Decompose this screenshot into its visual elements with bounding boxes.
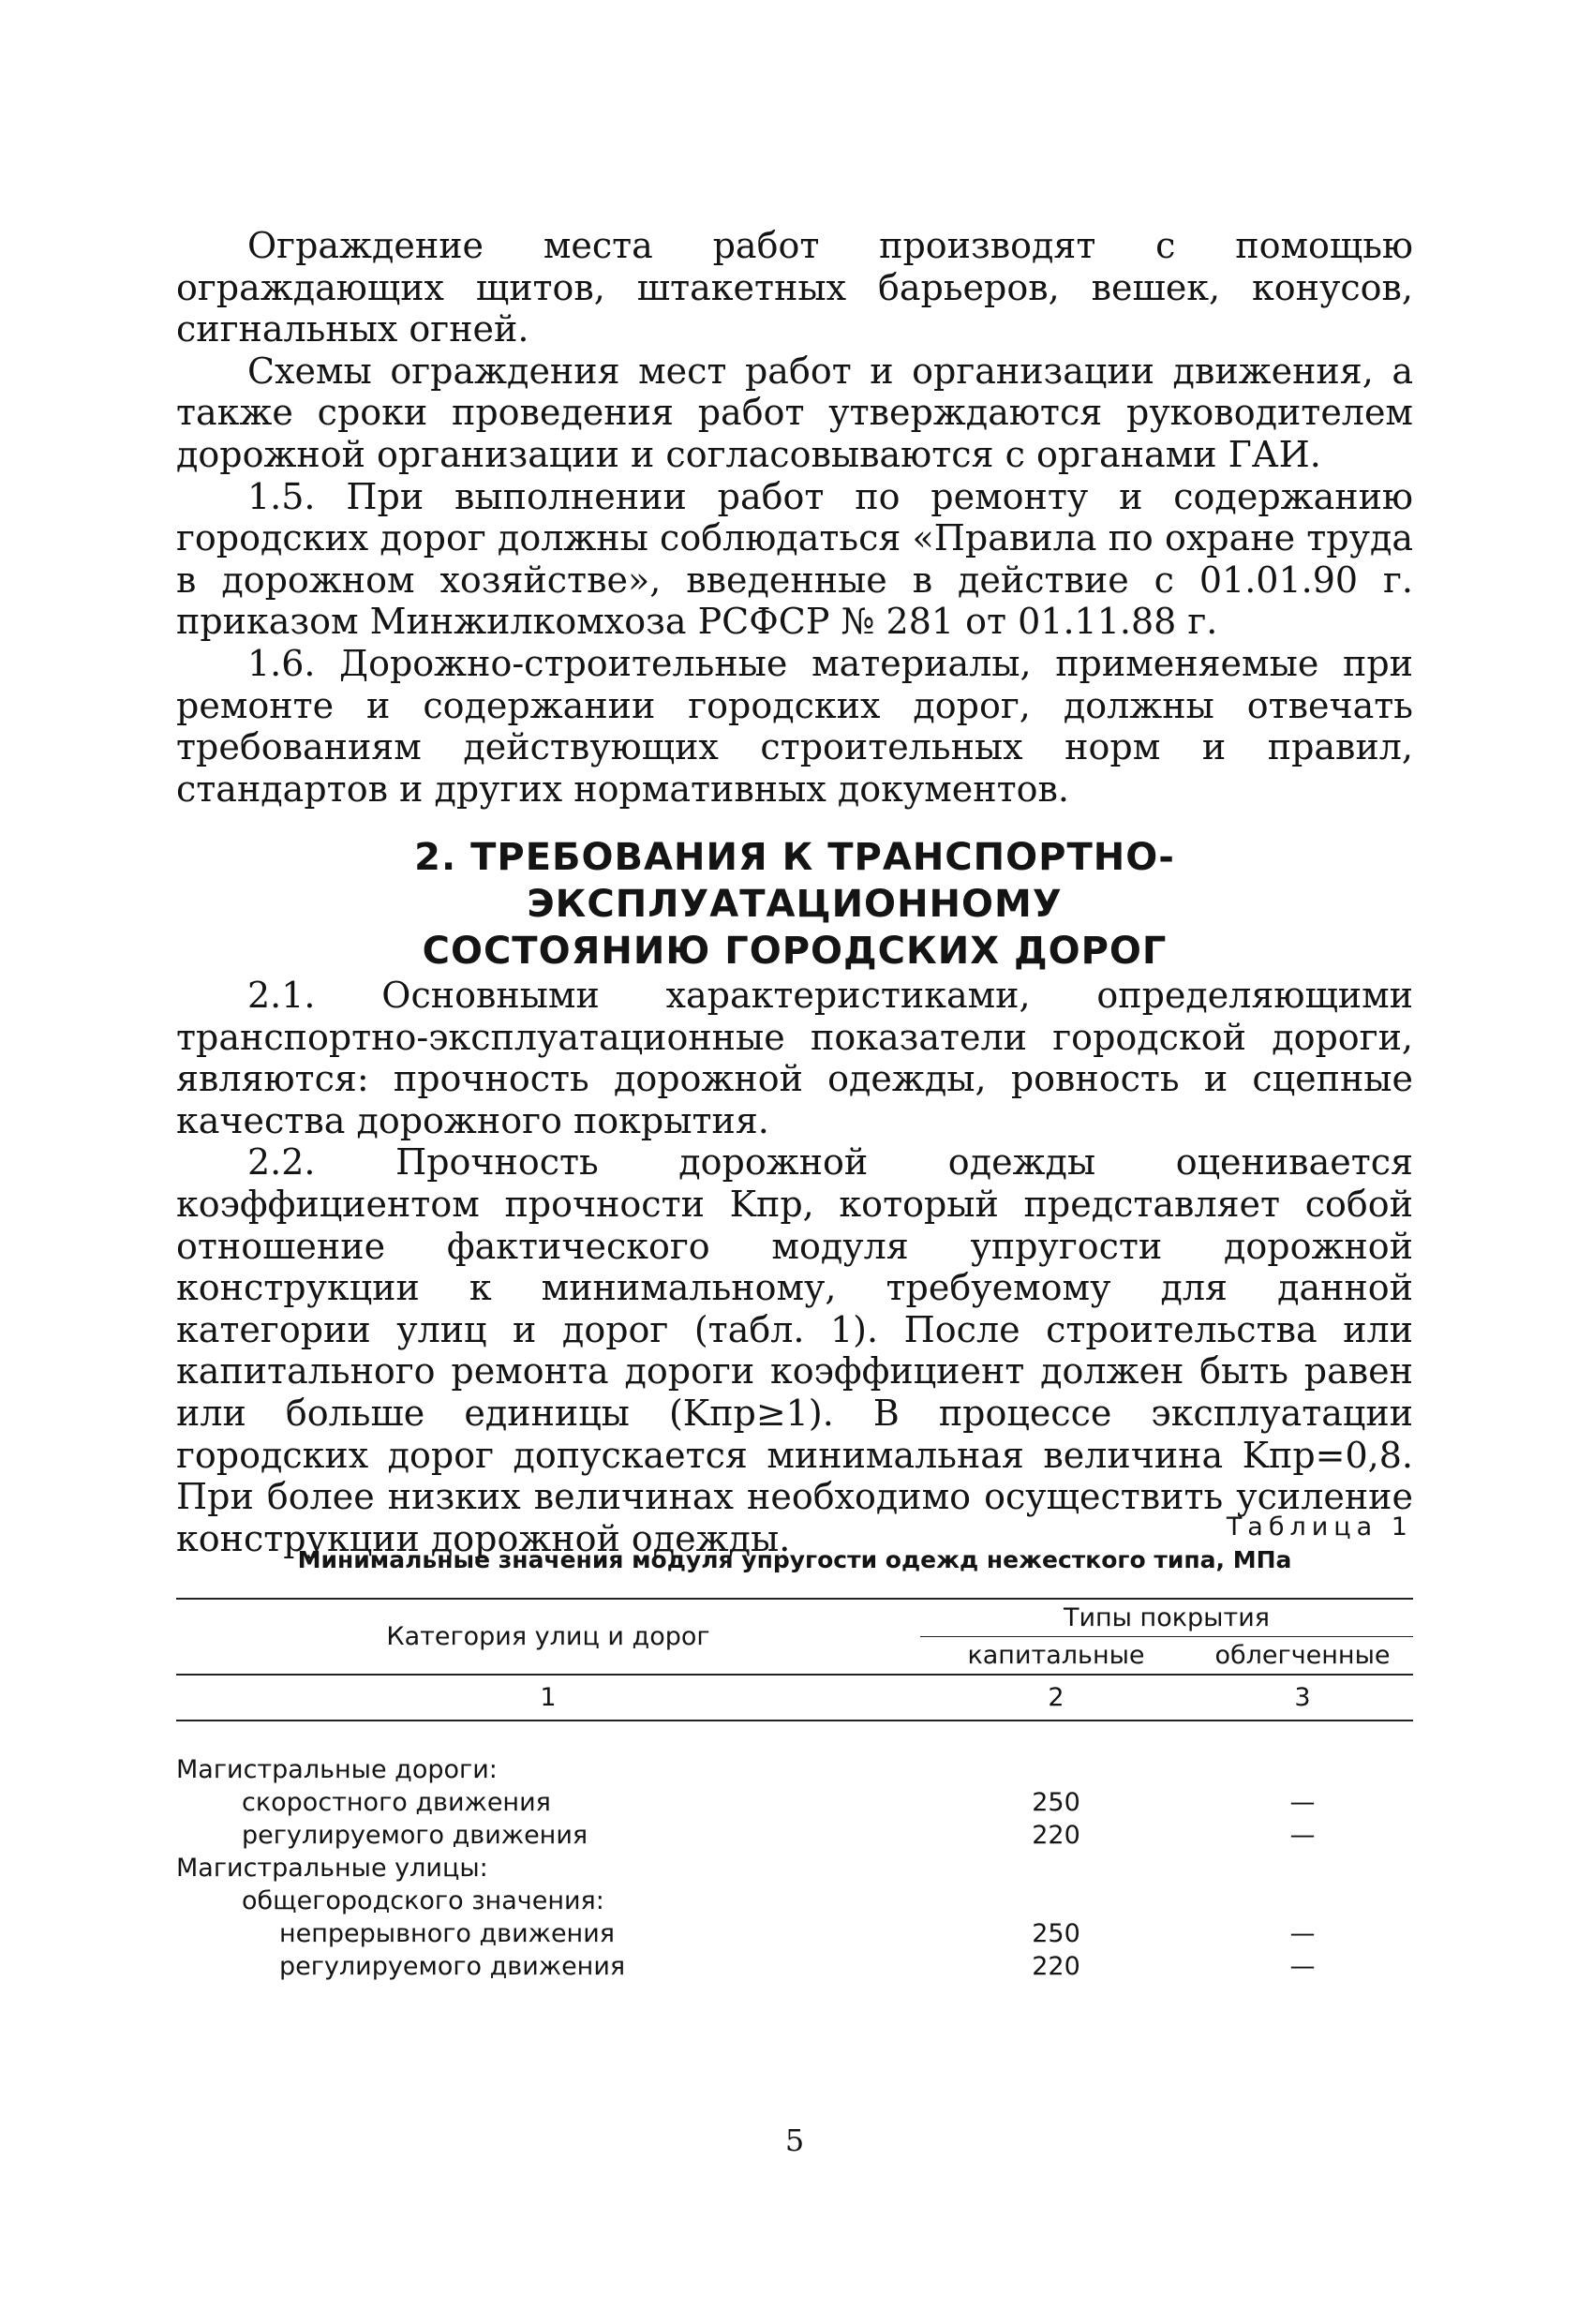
page-number: 5 (784, 2123, 805, 2158)
header-light: облегченные (1192, 1637, 1413, 1676)
table-row (176, 1950, 1413, 1983)
table-body (176, 1721, 1413, 1983)
paragraph-2-1: 2.1. Основными характеристиками, определяющими транспортно-эксплуатационные показатели городской дороги, являются: прочность дорожной одежды, ровность и сцепные качества дорожного покрытия. (176, 975, 1413, 1141)
paragraph-1-5: 1.5. При выполнении работ по ремонту и содержанию городских дорог должны соблюдаться «Правила по охране труда в дорожном хозяйстве», введенные в действие с 01.01.90 г. приказом Минжилкомхоза РСФСР № 281 от 01.11.88 г. (176, 475, 1413, 643)
table-caption: Минимальные значения модуля упругости одежд нежесткого типа, МПа (297, 1546, 1292, 1573)
row-light-value (1192, 1721, 1413, 1786)
header-capital: капитальные (920, 1637, 1192, 1676)
row-category: Магистральные дороги: (176, 1755, 498, 1784)
row-category: регулируемого движения (242, 1821, 588, 1850)
row-capital-value (920, 1721, 1192, 1786)
row-category: регулируемого движения (279, 1952, 626, 1981)
column-number-1: 1 (176, 1675, 920, 1721)
section-heading (176, 834, 1413, 975)
header-types: Типы покрытия (920, 1599, 1413, 1637)
modulus-table (176, 1598, 1413, 1983)
section-2-text (176, 975, 1413, 1559)
table-row (176, 1917, 1413, 1950)
intro-text (176, 225, 1413, 810)
header-category: Категория улиц и дорог (176, 1599, 920, 1675)
row-capital-value (920, 1885, 1192, 1917)
row-capital-value: 250 (1032, 1919, 1080, 1948)
row-capital-value: 220 (1032, 1952, 1080, 1981)
paragraph-schemes: Схемы ограждения мест работ и организации движения, а также сроки проведения работ утверждаются руководителем дорожной организации и согласовываются с органами ГАИ. (176, 350, 1413, 475)
row-capital-value: 250 (1032, 1788, 1080, 1817)
paragraph-fencing: Ограждение места работ производят с помощью ограждающих щитов, штакетных барьеров, вешек, конусов, сигнальных огней. (176, 225, 1413, 350)
row-category: Магистральные улицы: (176, 1854, 488, 1883)
row-light-value (1192, 1885, 1413, 1917)
paragraph-2-2: 2.2. Прочность дорожной одежды оценивается коэффициентом прочности Kпр, который представляет собой отношение фактического модуля упругости дорожной конструкции к минимальному, требуемому для данной категории улиц и дорог (табл. 1). После строительства или капитального ремонта дороги коэффициент должен быть равен или больше единицы (Kпр≥1). В процессе эксплуатации городских дорог допускается минимальная величина Kпр=0,8. При более низких величинах необходимо осуществить усиление конструкции дорожной одежды. (176, 1141, 1413, 1559)
table-row (176, 1786, 1413, 1819)
column-number-3: 3 (1192, 1675, 1413, 1721)
row-light-value: — (1289, 1919, 1316, 1948)
paragraph-1-6: 1.6. Дорожно-строительные материалы, применяемые при ремонте и содержании городских дорог, должны отвечать требованиям действующих строительных норм и правил, стандартов и других нормативных документов. (176, 642, 1413, 810)
row-category: скоростного движения (242, 1788, 551, 1817)
table-row (176, 1721, 1413, 1786)
section-heading-line-1: 2. ТРЕБОВАНИЯ К ТРАНСПОРТНО-ЭКСПЛУАТАЦИОННОМУ (414, 836, 1175, 926)
row-category: непрерывного движения (279, 1919, 616, 1948)
row-category: общегородского значения: (242, 1886, 604, 1915)
table-label: Таблица 1 (1226, 1512, 1413, 1542)
row-light-value: — (1289, 1821, 1316, 1850)
section-heading-line-2: СОСТОЯНИЮ ГОРОДСКИХ ДОРОГ (422, 930, 1168, 973)
table-row (176, 1819, 1413, 1852)
row-capital-value: 220 (1032, 1821, 1080, 1850)
row-light-value (1192, 1852, 1413, 1885)
row-capital-value (920, 1852, 1192, 1885)
table-row (176, 1885, 1413, 1917)
row-light-value: — (1289, 1952, 1316, 1981)
row-light-value: — (1289, 1788, 1316, 1817)
column-number-2: 2 (920, 1675, 1192, 1721)
table-row (176, 1852, 1413, 1885)
